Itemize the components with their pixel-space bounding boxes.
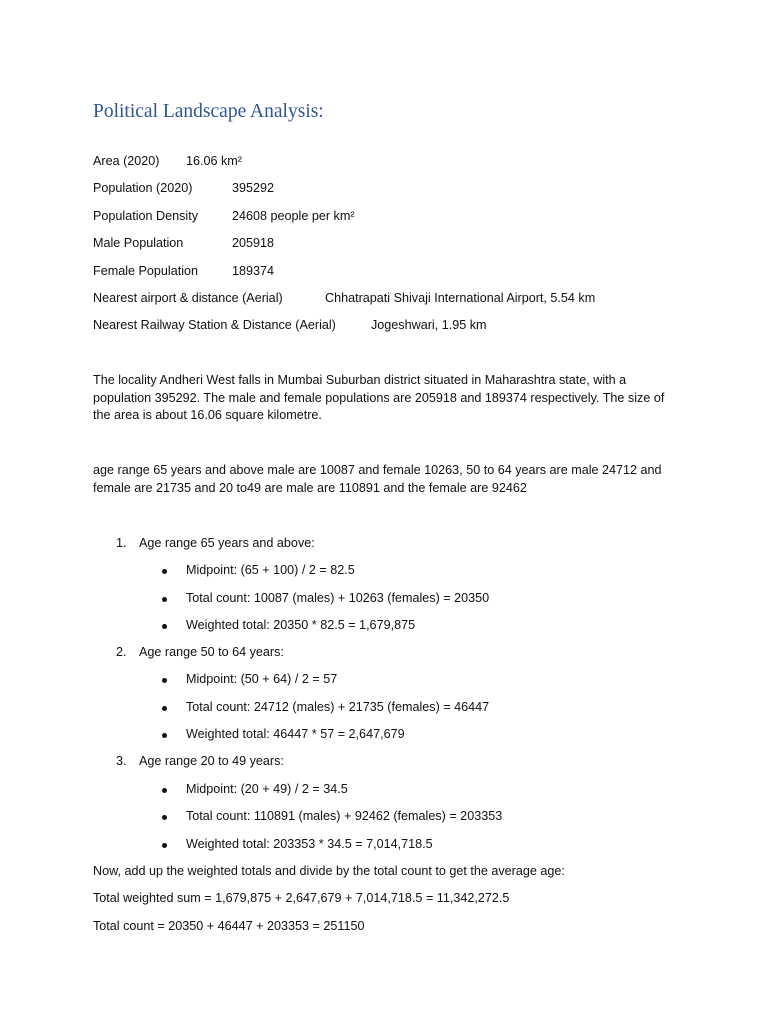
page-title: Political Landscape Analysis: — [93, 101, 324, 122]
bullet-icon — [162, 815, 167, 820]
list-bullet: Weighted total: 20350 * 82.5 = 1,679,875 — [186, 618, 416, 632]
list-bullet: Weighted total: 203353 * 34.5 = 7,014,718.5 — [186, 837, 433, 851]
fact-label-airport: Nearest airport & distance (Aerial) — [93, 291, 283, 305]
list-number: 2. — [116, 645, 127, 659]
list-number: 3. — [116, 754, 127, 768]
bullet-icon — [162, 706, 167, 711]
bullet-icon — [162, 569, 167, 574]
list-bullet: Weighted total: 46447 * 57 = 2,647,679 — [186, 727, 405, 741]
closing-line: Total weighted sum = 1,679,875 + 2,647,679 + 7,014,718.5 = 11,342,272.5 — [93, 891, 510, 905]
fact-value-density: 24608 people per km² — [232, 209, 355, 223]
age-range-paragraph: age range 65 years and above male are 10087 and female 10263, 50 to 64 years are male 24712 and female are 21735 and 20 to49 are male are 110891 and the female are 92462 — [93, 463, 662, 495]
list-bullet: Midpoint: (50 + 64) / 2 = 57 — [186, 672, 338, 686]
fact-value-airport: Chhatrapati Shivaji International Airport, 5.54 km — [325, 291, 596, 305]
list-item-heading: Age range 50 to 64 years: — [139, 645, 284, 659]
locality-paragraph: The locality Andheri West falls in Mumbai Suburban district situated in Maharashtra state, with a population 395292. The male and female populations are 205918 and 189374 respectively. The size of the area is about 16.06 square kilometre. — [93, 373, 665, 423]
fact-label-railway: Nearest Railway Station & Distance (Aerial) — [93, 318, 336, 332]
bullet-icon — [162, 624, 167, 629]
bullet-icon — [162, 843, 167, 848]
bullet-icon — [162, 788, 167, 793]
fact-label-female-population: Female Population — [93, 264, 199, 278]
fact-label-density: Population Density — [93, 209, 199, 223]
closing-line: Total count = 20350 + 46447 + 203353 = 251150 — [93, 919, 365, 933]
list-bullet: Total count: 110891 (males) + 92462 (females) = 203353 — [186, 809, 503, 823]
fact-label-male-population: Male Population — [93, 236, 184, 250]
list-bullet: Midpoint: (20 + 49) / 2 = 34.5 — [186, 782, 348, 796]
fact-label-area: Area (2020) — [93, 154, 160, 168]
list-bullet: Total count: 24712 (males) + 21735 (females) = 46447 — [186, 700, 490, 714]
closing-line: Now, add up the weighted totals and divide by the total count to get the average age: — [93, 864, 565, 878]
bullet-icon — [162, 597, 167, 602]
list-item-heading: Age range 65 years and above: — [139, 536, 315, 550]
fact-label-population: Population (2020) — [93, 181, 193, 195]
fact-value-area: 16.06 km² — [186, 154, 242, 168]
fact-value-railway: Jogeshwari, 1.95 km — [371, 318, 487, 332]
fact-value-male-population: 205918 — [232, 236, 275, 250]
list-number: 1. — [116, 536, 127, 550]
bullet-icon — [162, 678, 167, 683]
fact-value-population: 395292 — [232, 181, 275, 195]
list-item-heading: Age range 20 to 49 years: — [139, 754, 284, 768]
bullet-icon — [162, 733, 167, 738]
fact-value-female-population: 189374 — [232, 264, 275, 278]
list-bullet: Midpoint: (65 + 100) / 2 = 82.5 — [186, 563, 355, 577]
list-bullet: Total count: 10087 (males) + 10263 (females) = 20350 — [186, 591, 490, 605]
